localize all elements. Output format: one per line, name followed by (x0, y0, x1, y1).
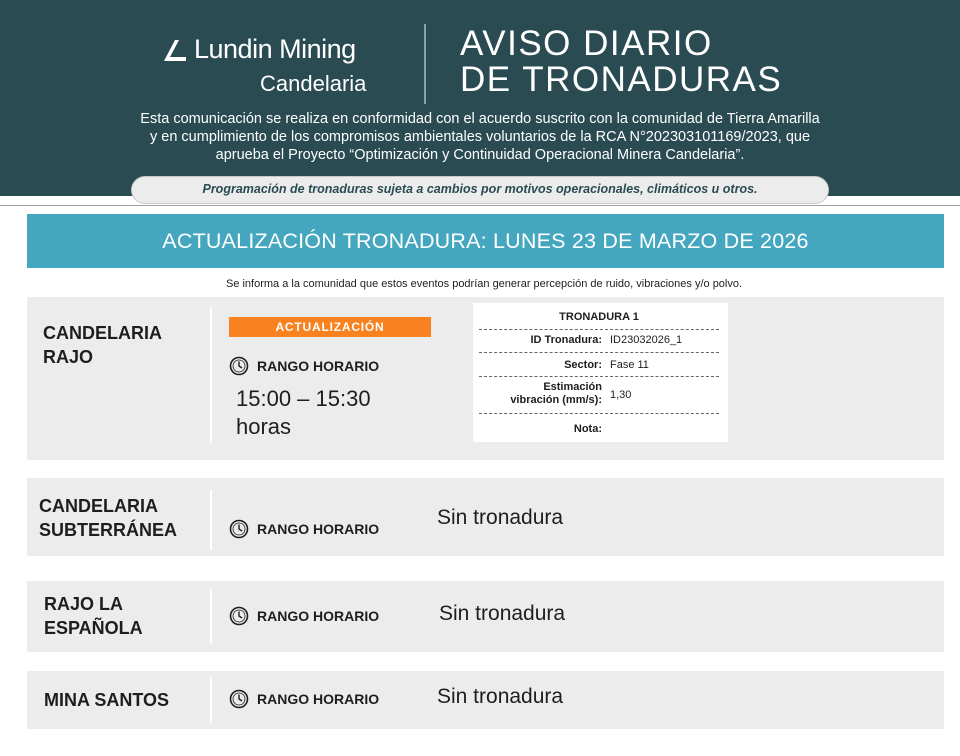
blast-status: Sin tronadura (437, 506, 564, 529)
vibration-label-line-2: vibración (mm/s): (510, 394, 602, 406)
community-notice: Se informa a la comunidad que estos eventos podrían generar percepción de ruido, vibraciones y/o polvo. (225, 278, 743, 290)
site-name (39, 494, 177, 542)
blast-status: Sin tronadura (437, 685, 564, 708)
table-row (479, 414, 719, 438)
table-row (479, 330, 719, 353)
site-name: MINA SANTOS (44, 690, 170, 710)
company-logo (162, 34, 382, 98)
lundin-logo-mark-icon (162, 38, 188, 62)
clock-icon (229, 356, 249, 376)
nota-label: Nota: (573, 423, 602, 435)
header-band (0, 0, 960, 196)
clock-icon (229, 606, 249, 626)
intro-line-3: aprueba el Proyecto “Optimización y Continuidad Operacional Minera Candelaria”. (215, 147, 745, 163)
id-label: ID Tronadura: (530, 334, 602, 346)
site-name-line-1: RAJO LA (44, 594, 124, 614)
header-divider (424, 24, 426, 104)
vibration-value: 1,30 (610, 389, 632, 401)
blast-hours-range: 15:00 – 15:30 (236, 386, 371, 411)
brand-sub: Candelaria (260, 71, 367, 96)
site-name-line-2: RAJO (43, 347, 94, 367)
intro-text (60, 110, 900, 164)
clock-icon (229, 519, 249, 539)
site-card-candelaria-subterranea (27, 478, 944, 556)
time-range-label: RANGO HORARIO (257, 691, 380, 707)
header-rule (0, 205, 960, 206)
card-divider (210, 307, 212, 443)
intro-line-2: y en cumplimiento de los compromisos ambientales voluntarios de la RCA N°202303101169/2023, que (149, 129, 811, 145)
id-value: ID23032026_1 (610, 334, 683, 346)
vibration-label (510, 381, 602, 407)
blast-hours (236, 385, 371, 441)
time-range-label: RANGO HORARIO (257, 358, 380, 374)
clock-icon (229, 689, 249, 709)
blast-details-table (473, 303, 728, 442)
sector-value: Fase 11 (610, 359, 649, 371)
blast-hours-unit: horas (236, 414, 292, 439)
page-title (460, 26, 782, 98)
brand-name: Lundin Mining (194, 34, 356, 64)
table-row (479, 377, 719, 414)
time-range (229, 519, 379, 539)
time-range (229, 356, 379, 376)
blast-status: Sin tronadura (439, 602, 566, 625)
site-name (44, 592, 143, 640)
title-line-2: DE TRONADURAS (460, 60, 783, 99)
table-row (479, 353, 719, 377)
vibration-label-line-1: Estimación (543, 381, 602, 393)
disclaimer-text: Programación de tronaduras sujeta a cambios por motivos operacionales, climáticos u otros. (202, 182, 758, 196)
site-card-rajo-la-espanola (27, 581, 944, 652)
site-name-line-2: SUBTERRÁNEA (39, 520, 178, 540)
site-name-line-1: CANDELARIA (43, 323, 162, 343)
time-range (229, 689, 379, 709)
intro-line-1: Esta comunicación se realiza en conformidad con el acuerdo suscrito con la comunidad de Tierra Amarilla (140, 111, 820, 127)
card-divider (210, 677, 212, 723)
update-badge: ACTUALIZACIÓN (229, 317, 431, 337)
sector-label: Sector: (564, 359, 602, 371)
time-range-label: RANGO HORARIO (257, 608, 380, 624)
site-name-line-1: CANDELARIA (39, 496, 158, 516)
update-banner: ACTUALIZACIÓN TRONADURA: LUNES 23 DE MARZO DE 2026 (27, 214, 944, 268)
site-name-line-2: ESPAÑOLA (44, 618, 143, 638)
disclaimer-pill (132, 177, 828, 203)
card-divider (210, 490, 212, 550)
site-card-mina-santos (27, 671, 944, 729)
site-card-candelaria-rajo (27, 297, 944, 460)
time-range-label: RANGO HORARIO (257, 521, 380, 537)
card-divider (210, 589, 212, 644)
time-range (229, 606, 379, 626)
table-title: TRONADURA 1 (559, 311, 639, 323)
table-header-row (479, 311, 719, 330)
site-name (43, 321, 162, 369)
title-line-1: AVISO DIARIO (460, 24, 713, 63)
